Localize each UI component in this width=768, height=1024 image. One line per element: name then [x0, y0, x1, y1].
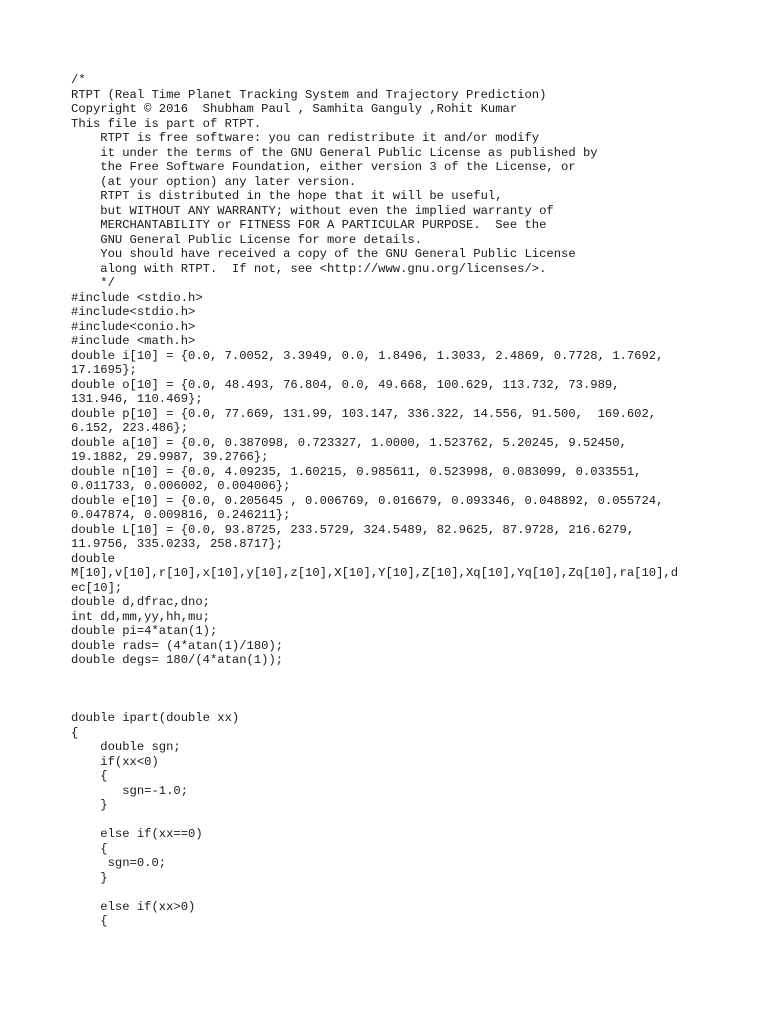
code-line: double d,dfrac,dno; [71, 595, 210, 609]
code-line: else if(xx>0) [71, 899, 196, 914]
code-line: 0.011733, 0.006002, 0.004006}; [71, 479, 291, 493]
code-line: GNU General Public License for more details. [71, 232, 423, 247]
code-line: { [71, 725, 79, 740]
code-line: { [71, 769, 108, 783]
code-line: ec[10]; [71, 580, 123, 595]
code-line: #include<conio.h> [71, 319, 196, 334]
code-line: double rads= (4*atan(1)/180); [71, 638, 284, 653]
code-line: double pi=4*atan(1); [71, 624, 218, 638]
code-line: 17.1695}; [71, 363, 137, 377]
code-line: M[10],v[10],r[10],x[10],y[10],z[10],X[10],Y[10],Z[10],Xq[10],Yq[10],Zq[10],ra[10],d [71, 566, 679, 580]
code-line: (at your option) any later version. [71, 174, 357, 189]
code-line: This file is part of RTPT. [71, 116, 262, 131]
code-line [71, 668, 761, 683]
code-line: along with RTPT. If not, see <http://www.gnu.org/licenses/>. [71, 261, 547, 276]
code-line: } [71, 870, 108, 885]
code-line: RTPT is distributed in the hope that it will be useful, [71, 189, 503, 203]
code-line: double e[10] = {0.0, 0.205645 , 0.006769, 0.016679, 0.093346, 0.048892, 0.055724, [71, 493, 664, 508]
source-code-block [71, 73, 761, 929]
code-line: double a[10] = {0.0, 0.387098, 0.723327, 1.0000, 1.523762, 5.20245, 9.52450, [71, 435, 627, 450]
code-line: double ipart(double xx) [71, 711, 240, 725]
code-line: else if(xx==0) [71, 827, 203, 841]
code-line: double [71, 551, 115, 566]
code-line: 6.152, 223.486}; [71, 421, 189, 435]
code-line: 0.047874, 0.009816, 0.246211}; [71, 508, 291, 522]
code-line: double i[10] = {0.0, 7.0052, 3.3949, 0.0, 1.8496, 1.3033, 2.4869, 0.7728, 1.7692, [71, 348, 664, 363]
code-line [71, 682, 761, 697]
code-line: #include <math.h> [71, 334, 196, 348]
code-line: 11.9756, 335.0233, 258.8717}; [71, 537, 284, 551]
code-line: } [71, 798, 108, 812]
code-line: double n[10] = {0.0, 4.09235, 1.60215, 0.985611, 0.523998, 0.083099, 0.033551, [71, 464, 642, 479]
code-line: 19.1882, 29.9987, 39.2766}; [71, 450, 269, 464]
code-line: You should have received a copy of the GNU General Public License [71, 247, 576, 261]
code-line: { [71, 914, 108, 928]
code-line: MERCHANTABILITY or FITNESS FOR A PARTICULAR PURPOSE. See the [71, 218, 547, 232]
code-line: double degs= 180/(4*atan(1)); [71, 653, 284, 667]
code-line: but WITHOUT ANY WARRANTY; without even the implied warranty of [71, 203, 554, 218]
code-line: if(xx<0) [71, 754, 159, 769]
code-line: RTPT is free software: you can redistribute it and/or modify [71, 131, 540, 145]
code-line [71, 697, 761, 712]
code-line: 131.946, 110.469}; [71, 392, 203, 406]
code-line: double L[10] = {0.0, 93.8725, 233.5729, 324.5489, 82.9625, 87.9728, 216.6279, [71, 522, 635, 537]
code-line [71, 813, 761, 828]
code-line: #include<stdio.h> [71, 305, 196, 319]
code-line: /* [71, 73, 86, 87]
code-line [71, 885, 761, 900]
code-line: double sgn; [71, 740, 181, 754]
code-line: int dd,mm,yy,hh,mu; [71, 609, 210, 624]
code-line: { [71, 841, 108, 856]
code-line: sgn=-1.0; [71, 783, 189, 798]
code-line: Copyright © 2016 Shubham Paul , Samhita Ganguly ,Rohit Kumar [71, 102, 518, 116]
code-line: sgn=0.0; [71, 856, 167, 870]
code-line: the Free Software Foundation, either version 3 of the License, or [71, 160, 576, 174]
code-line: RTPT (Real Time Planet Tracking System and Trajectory Prediction) [71, 87, 547, 102]
code-line: */ [71, 276, 115, 290]
code-line: it under the terms of the GNU General Public License as published by [71, 145, 598, 160]
code-line: double p[10] = {0.0, 77.669, 131.99, 103.147, 336.322, 14.556, 91.500, 169.602, [71, 406, 657, 421]
code-line: #include <stdio.h> [71, 290, 203, 305]
code-line: double o[10] = {0.0, 48.493, 76.804, 0.0, 49.668, 100.629, 113.732, 73.989, [71, 377, 620, 392]
